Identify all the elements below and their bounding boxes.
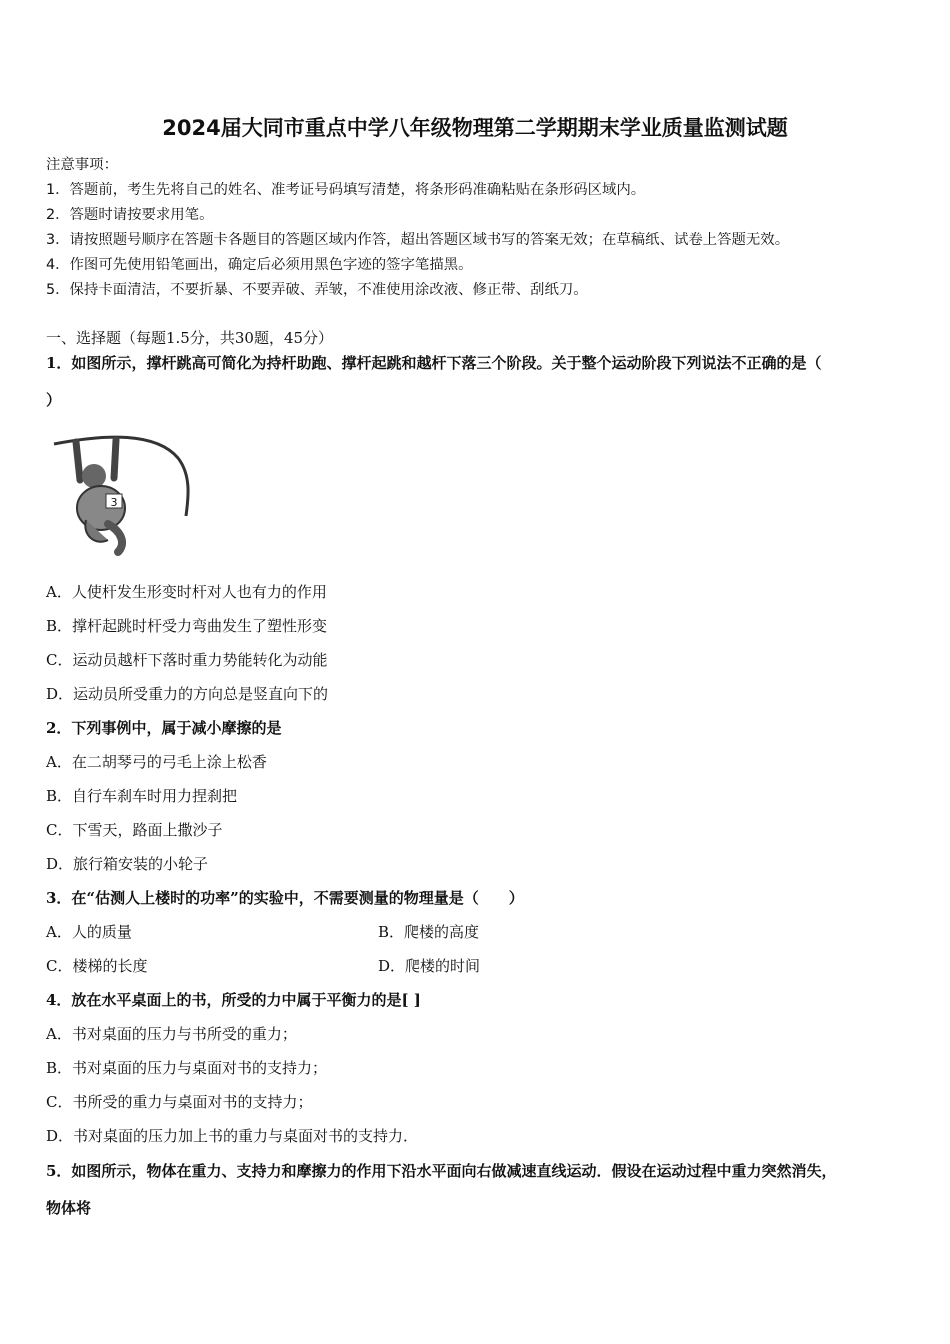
notice-item: 3．请按照题号顺序在答题卡各题目的答题区域内作答，超出答题区域书写的答案无效；在草稿纸、试卷上答题无效。 — [46, 232, 790, 248]
pole-vault-figure — [46, 428, 196, 558]
question-2-option-a: A．在二胡琴弓的弓毛上涂上松香 — [46, 753, 267, 771]
question-5-stem-end: 物体将 — [46, 1199, 92, 1217]
notice-item: 5．保持卡面清洁，不要折暴、不要弄破、弄皱，不准使用涂改液、修正带、刮纸刀。 — [46, 282, 588, 298]
question-1-stem-end: ） — [46, 391, 62, 409]
notice-item: 4．作图可先使用铅笔画出，确定后必须用黑色字迹的签字笔描黑。 — [46, 257, 473, 273]
question-1-stem: 1．如图所示，撑杆跳高可简化为持杆助跑、撑杆起跳和越杆下落三个阶段。关于整个运动阶段下列说法不正确的是（ — [46, 354, 822, 372]
jersey-number: 3 — [110, 496, 118, 509]
question-3-option-d: D．爬楼的时间 — [378, 957, 481, 975]
question-2-option-b: B．自行车刹车时用力捏刹把 — [46, 787, 238, 805]
question-3-option-c: C．楼梯的长度 — [46, 957, 148, 975]
question-1-option-c: C．运动员越杆下落时重力势能转化为动能 — [46, 651, 328, 669]
question-4-option-a: A．书对桌面的压力与书所受的重力； — [46, 1025, 297, 1043]
notice-heading: 注意事项： — [46, 157, 118, 173]
question-5-stem: 5．如图所示，物体在重力、支持力和摩擦力的作用下沿水平面向右做减速直线运动．假设在运动过程中重力突然消失， — [46, 1162, 837, 1180]
question-1-option-d: D．运动员所受重力的方向总是竖直向下的 — [46, 685, 329, 703]
question-4-option-c: C．书所受的重力与桌面对书的支持力； — [46, 1093, 313, 1111]
question-3-option-b: B．爬楼的高度 — [378, 923, 480, 941]
question-3-stem: 3．在“估测人上楼时的功率”的实验中，不需要测量的物理量是（ ） — [46, 889, 524, 907]
notice-item: 2．答题时请按要求用笔。 — [46, 207, 214, 223]
question-4-stem: 4．放在水平桌面上的书，所受的力中属于平衡力的是[ ] — [46, 991, 421, 1009]
question-2-option-d: D．旅行箱安装的小轮子 — [46, 855, 209, 873]
question-4-option-b: B．书对桌面的压力与桌面对书的支持力； — [46, 1059, 328, 1077]
question-4-option-d: D．书对桌面的压力加上书的重力与桌面对书的支持力． — [46, 1127, 419, 1145]
question-1-option-b: B．撑杆起跳时杆受力弯曲发生了塑性形变 — [46, 617, 328, 635]
section-heading: 一、选择题（每题1.5分，共30题，45分） — [46, 329, 334, 347]
notice-item: 1．答题前，考生先将自己的姓名、准考证号码填写清楚，将条形码准确粘贴在条形码区域内。 — [46, 182, 646, 198]
question-1-option-a: A．人使杆发生形变时杆对人也有力的作用 — [46, 583, 327, 601]
page-title: 2024届大同市重点中学八年级物理第二学期期末学业质量监测试题 — [162, 116, 788, 140]
question-3-option-a: A．人的质量 — [46, 923, 132, 941]
question-2-stem: 2．下列事例中，属于减小摩擦的是 — [46, 719, 282, 737]
question-2-option-c: C．下雪天，路面上撒沙子 — [46, 821, 223, 839]
